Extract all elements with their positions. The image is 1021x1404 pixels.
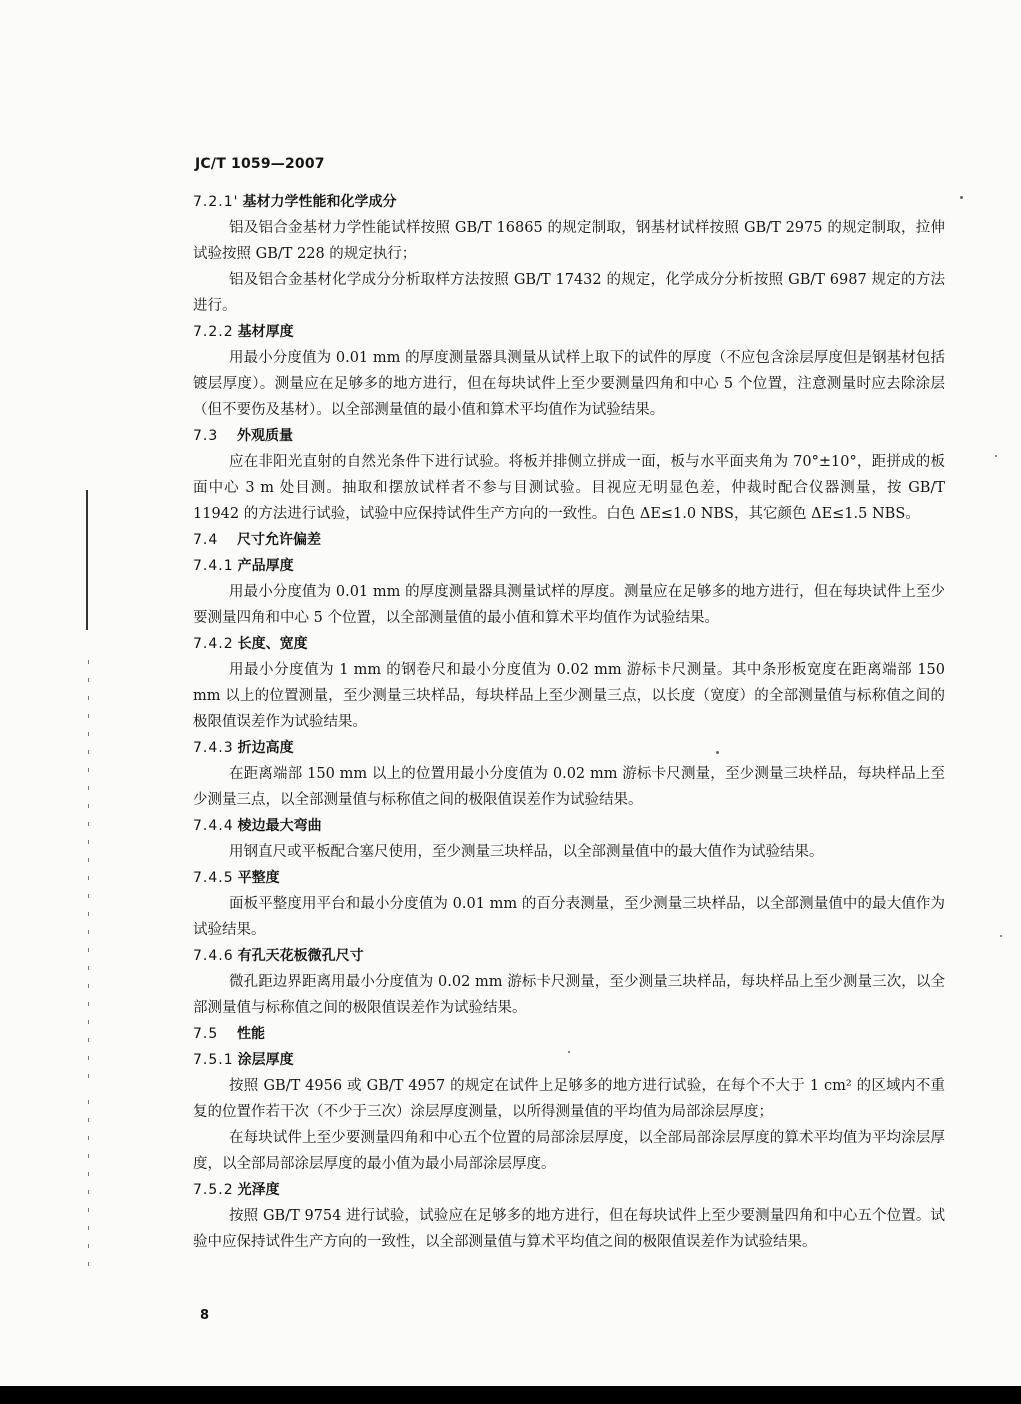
section-number: 7.4.1 [193,558,234,574]
section-heading [193,1047,945,1073]
section-title: 棱边最大弯曲 [237,818,322,834]
body-paragraph: 用最小分度值为 0.01 mm 的厚度测量器具测量试样的厚度。测量应在足够多的地方进行，但在每块试件上至少要测量四角和中心 5 个位置，以全部测量值的最小值和算术平均值作为试验结果。 [193,584,945,626]
section-title: 尺寸允许偏差 [237,532,321,548]
body-paragraph: 微孔距边界距离用最小分度值为 0.02 mm 游标卡尺测量，至少测量三块样品，每块样品上至少测量三次，以全部测量值与标称值之间的极限值误差作为试验结果。 [193,974,945,1016]
section-heading [193,1177,945,1203]
body-paragraph: 在每块试件上至少要测量四角和中心五个位置的局部涂层厚度，以全部局部涂层厚度的算术平均值为平均涂层厚度，以全部局部涂层厚度的最小值为最小局部涂层厚度。 [193,1130,945,1172]
section-number: 7.2.2 [193,324,234,340]
scan-bottom-bar [0,1386,1021,1404]
scan-dash-marks [88,660,89,1080]
body-paragraph: 面板平整度用平台和最小分度值为 0.01 mm 的百分表测量，至少测量三块样品，以全部测量值中的最大值作为试验结果。 [193,896,945,938]
section-heading [193,189,945,215]
section-heading [193,423,945,449]
section-number: 7.4 [193,532,219,548]
body-paragraph: 铝及铝合金基材力学性能试样按照 GB/T 16865 的规定制取，钢基材试样按照 GB/T 2975 的规定制取，拉伸试验按照 GB/T 228 的规定执行； [193,220,945,262]
body-paragraph: 用钢直尺或平板配合塞尺使用，至少测量三块样品，以全部测量值中的最大值作为试验结果。 [229,844,824,860]
section-title: 光泽度 [237,1182,280,1198]
section-title: 基材厚度 [237,324,294,340]
section-number: 7.4.5 [193,870,234,886]
section-heading [193,735,945,761]
body-paragraph: 按照 GB/T 9754 进行试验，试验应在足够多的地方进行，但在每块试件上至少要测量四角和中心五个位置。试验中应保持试件生产方向的一致性，以全部测量值与算术平均值之间的极限值误差作为试验结果。 [193,1208,945,1250]
section-title: 平整度 [237,870,280,886]
section-number: 7.3 [193,428,219,444]
section-title: 产品厚度 [237,558,294,574]
section-heading [193,865,945,891]
standard-code-header: JC/T 1059—2007 [195,156,325,172]
section-number: 7.4.3 [193,740,234,756]
section-title: 有孔天花板微孔尺寸 [237,948,364,964]
section-number: 7.4.2 [193,636,234,652]
body-paragraph: 用最小分度值为 1 mm 的钢卷尺和最小分度值为 0.02 mm 游标卡尺测量。其中条形板宽度在距离端部 150 mm 以上的位置测量，至少测量三块样品，每块样品上至少测量三点，以长度（宽度）的全部测量值与标称值之间的极限值误差作为试验结果。 [193,662,945,730]
body-paragraph: 按照 GB/T 4956 或 GB/T 4957 的规定在试件上足够多的地方进行试验，在每个不大于 1 cm² 的区域内不重复的位置作若干次（不少于三次）涂层厚度测量，以所得测量值的平均值为局部涂层厚度； [193,1078,945,1120]
scan-binding-line [86,490,88,630]
body-paragraph: 应在非阳光直射的自然光条件下进行试验。将板并排侧立拼成一面，板与水平面夹角为 70°±10°，距拼成的板面中心 3 m 处目测。抽取和摆放试样者不参与目测试验。目视应无明显色差，仲裁时配合仪器测量，按 GB/T 11942 的方法进行试验，试验中应保持试件生产方向的一致性。白色 ΔE≤1.0 NBS，其它颜色 ΔE≤1.5 NBS。 [193,454,945,522]
section-heading [193,553,945,579]
section-title: 涂层厚度 [237,1052,294,1068]
section-title: 折边高度 [237,740,294,756]
section-heading [193,1021,945,1047]
section-number: 7.4.6 [193,948,234,964]
section-number: 7.2.1' [193,194,239,210]
scan-speck [1000,935,1002,937]
scan-speck [995,455,997,457]
section-heading [193,527,945,553]
section-heading [193,943,945,969]
section-title: 长度、宽度 [237,636,308,652]
section-heading [193,319,945,345]
section-number: 7.5.1 [193,1052,234,1068]
section-number: 7.5.2 [193,1182,234,1198]
scan-speck [960,196,963,199]
scan-dash-marks-lower [88,1100,89,1280]
section-number: 7.5 [193,1026,219,1042]
body-paragraph: 用最小分度值为 0.01 mm 的厚度测量器具测量从试样上取下的试件的厚度（不应包含涂层厚度但是钢基材包括镀层厚度）。测量应在足够多的地方进行，但在每块试件上至少要测量四角和中心 5 个位置，注意测量时应去除涂层（但不要伤及基材）。以全部测量值的最小值和算术平均值作为试验结果。 [193,350,945,418]
body-paragraph: 铝及铝合金基材化学成分分析取样方法按照 GB/T 17432 的规定，化学成分分析按照 GB/T 6987 规定的方法进行。 [193,272,945,314]
page-number: 8 [200,1308,210,1323]
body-paragraph: 在距离端部 150 mm 以上的位置用最小分度值为 0.02 mm 游标卡尺测量，至少测量三块样品，每块样品上至少测量三点，以全部测量值与标称值之间的极限值误差作为试验结果。 [193,766,945,808]
section-heading [193,813,945,839]
section-number: 7.4.4 [193,818,234,834]
section-title: 性能 [237,1026,265,1042]
section-title: 外观质量 [237,428,293,444]
section-heading [193,631,945,657]
section-title: 基材力学性能和化学成分 [242,194,397,210]
document-body [193,189,945,1255]
